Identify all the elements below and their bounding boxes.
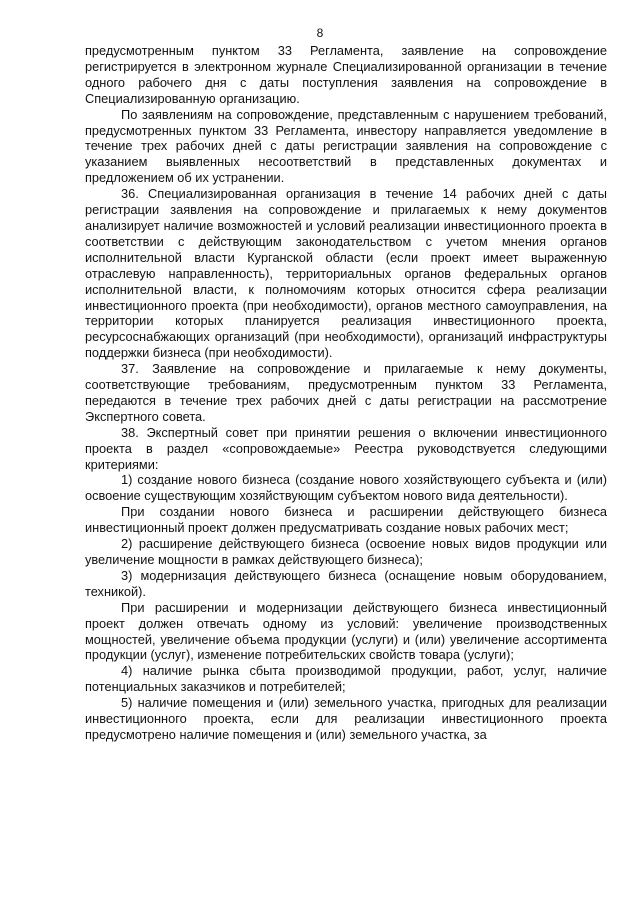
criterion-5: 5) наличие помещения и (или) земельного участка, пригодных для реализации инвестиционного проекта, если для реализации инвестиционного проекта предусмотрено наличие помещения и (или) земельного участка, за [85, 695, 607, 742]
paragraph-item-36: 36. Специализированная организация в течение 14 рабочих дней с даты регистрации заявления на сопровождение и прилагаемых к нему документов анализирует наличие возможностей и условий реализации инвестиционного проекта в соответствии с действующим законодательством с учетом мнения органов исполнительной власти Курганской области (если проект имеет выраженную отраслевую направленность), территориальных органов федеральных органов исполнительной власти, к полномочиям которых относится сфера реализации инвестиционного проекта (при необходимости), органов местного самоуправления, на территории которых планируется реализация инвестиционного проекта, ресурсоснабжающих организаций (при необходимости), организаций инфраструктуры поддержки бизнеса (при необходимости). [85, 186, 607, 361]
criterion-3: 3) модернизация действующего бизнеса (оснащение новым оборудованием, техникой). [85, 567, 607, 599]
paragraph-item-38: 38. Экспертный совет при принятии решения о включении инвестиционного проекта в раздел «сопровождаемые» Реестра руководствуется следующими критериями: [85, 424, 607, 472]
document-body [85, 43, 607, 743]
criterion-1: 1) создание нового бизнеса (создание нового хозяйствующего субъекта и (или) освоение существующим хозяйствующим субъектом нового вида деятельности). [85, 472, 607, 504]
paragraph-modernization-conditions: При расширении и модернизации действующего бизнеса инвестиционный проект должен отвечать одному из условий: увеличение производственных мощностей, увеличение объема продукции (услуги) и (или) увеличение ассортимента продукции (услуг), изменение потребительских свойств товара (услуги); [85, 599, 607, 663]
paragraph-continuation: предусмотренным пунктом 33 Регламента, заявление на сопровождение регистрируется в электронном журнале Специализированной организации в течение одного рабочего дня с даты поступления заявления на сопровождение в Специализированную организацию. [85, 43, 607, 106]
paragraph-item-37: 37. Заявление на сопровождение и прилагаемые к нему документы, соответствующие требованиям, предусмотренным пунктом 33 Регламента, передаются в течение трех рабочих дней с даты регистрации на рассмотрение Экспертного совета. [85, 361, 607, 424]
paragraph-new-jobs: При создании нового бизнеса и расширении действующего бизнеса инвестиционный проект должен предусматривать создание новых рабочих мест; [85, 504, 607, 536]
criterion-2: 2) расширение действующего бизнеса (освоение новых видов продукции или увеличение мощности в рамках действующего бизнеса); [85, 536, 607, 567]
page-number: 8 [316, 26, 324, 40]
paragraph-violation-notice: По заявлениям на сопровождение, представленным с нарушением требований, предусмотренных пунктом 33 Регламента, инвестору направляется уведомление в течение трех рабочих дней с даты регистрации заявления на сопровождение с указанием выявленных несоответствий в представленных документах и предложением об их устранении. [85, 106, 607, 186]
criterion-4: 4) наличие рынка сбыта производимой продукции, работ, услуг, наличие потенциальных заказчиков и потребителей; [85, 663, 607, 695]
